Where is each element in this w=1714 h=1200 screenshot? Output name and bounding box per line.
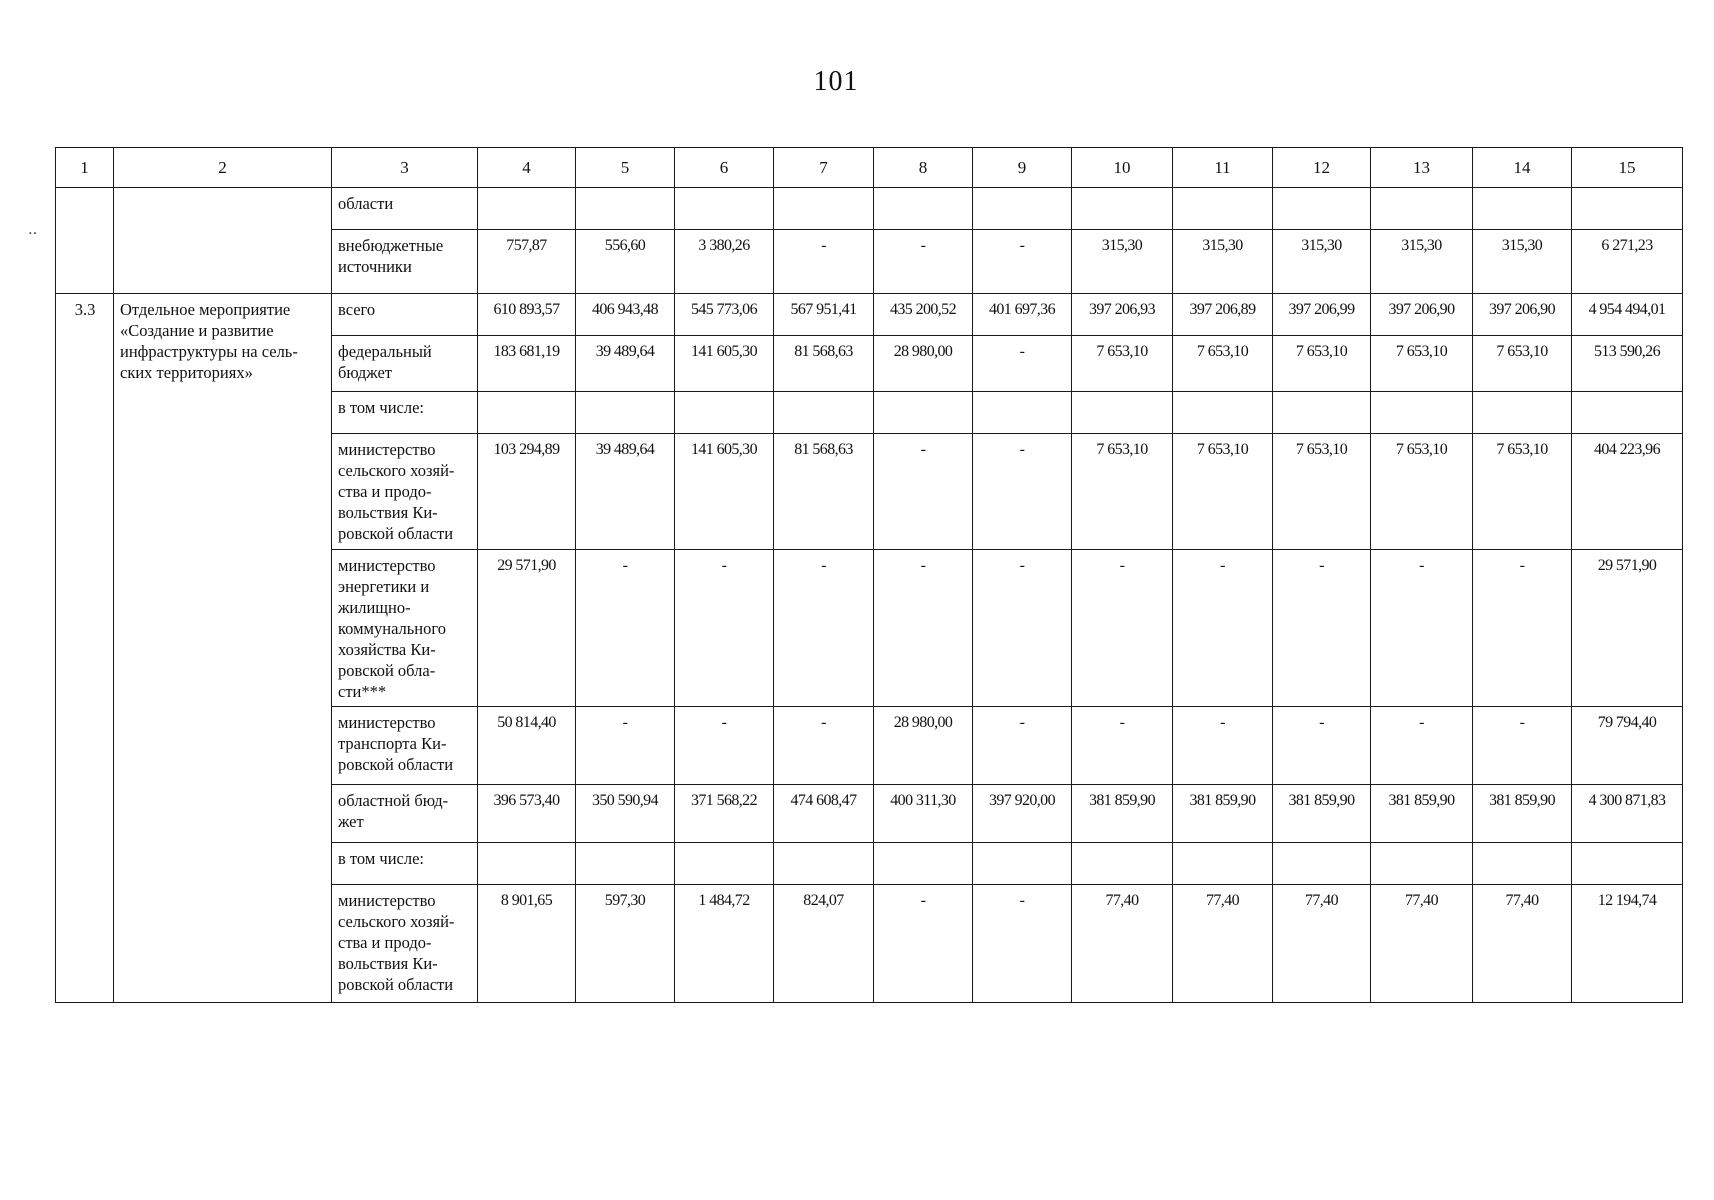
header-row (56, 148, 1683, 188)
value-cell (478, 188, 576, 230)
column-header: 2 (114, 148, 332, 188)
value-cell: 183 681,19 (478, 336, 576, 392)
value-cell: 81 568,63 (774, 434, 874, 550)
value-cell: 610 893,57 (478, 294, 576, 336)
value-cell: 4 300 871,83 (1572, 785, 1683, 843)
row-label: федеральный бюджет (332, 336, 478, 392)
value-cell: 315,30 (1173, 230, 1273, 294)
value-cell (1273, 188, 1371, 230)
value-cell (675, 392, 774, 434)
value-cell: 28 980,00 (874, 707, 973, 785)
column-header: 4 (478, 148, 576, 188)
value-cell: 545 773,06 (675, 294, 774, 336)
value-cell (973, 188, 1072, 230)
value-cell: - (774, 707, 874, 785)
value-cell: 397 206,93 (1072, 294, 1173, 336)
value-cell: 757,87 (478, 230, 576, 294)
table-body (56, 188, 1683, 1003)
column-header: 13 (1371, 148, 1473, 188)
value-cell: 381 859,90 (1273, 785, 1371, 843)
value-cell (973, 843, 1072, 885)
value-cell: - (1072, 550, 1173, 707)
value-cell: 7 653,10 (1371, 434, 1473, 550)
value-cell: - (675, 550, 774, 707)
value-cell (576, 392, 675, 434)
value-cell: 77,40 (1173, 885, 1273, 1003)
page-number: 101 (813, 66, 859, 97)
value-cell: 435 200,52 (874, 294, 973, 336)
value-cell: 567 951,41 (774, 294, 874, 336)
value-cell: 3 380,26 (675, 230, 774, 294)
value-cell: 81 568,63 (774, 336, 874, 392)
value-cell: - (874, 434, 973, 550)
value-cell (1473, 392, 1572, 434)
value-cell (1572, 392, 1683, 434)
value-cell: - (774, 230, 874, 294)
value-cell: - (973, 230, 1072, 294)
value-cell (774, 392, 874, 434)
value-cell: - (973, 434, 1072, 550)
value-cell: - (1173, 707, 1273, 785)
value-cell: - (675, 707, 774, 785)
column-header: 15 (1572, 148, 1683, 188)
value-cell: 28 980,00 (874, 336, 973, 392)
item-name-cell-continued (114, 188, 332, 294)
value-cell: 381 859,90 (1473, 785, 1572, 843)
value-cell: 7 653,10 (1371, 336, 1473, 392)
value-cell (774, 188, 874, 230)
value-cell: 50 814,40 (478, 707, 576, 785)
item-code: 3.3 (56, 294, 114, 1003)
value-cell: 824,07 (774, 885, 874, 1003)
column-header: 3 (332, 148, 478, 188)
value-cell: - (973, 550, 1072, 707)
value-cell: 7 653,10 (1072, 336, 1173, 392)
value-cell (1371, 188, 1473, 230)
value-cell: 597,30 (576, 885, 675, 1003)
value-cell (576, 188, 675, 230)
value-cell (1572, 843, 1683, 885)
table-header (56, 148, 1683, 188)
value-cell: 141 605,30 (675, 336, 774, 392)
value-cell: 141 605,30 (675, 434, 774, 550)
column-header: 1 (56, 148, 114, 188)
value-cell: 7 653,10 (1273, 434, 1371, 550)
row-label: министерство энергетики и жилищно-коммунального хозяйства Ки-ровской обла-сти*** (332, 550, 478, 707)
column-header: 14 (1473, 148, 1572, 188)
value-cell: 513 590,26 (1572, 336, 1683, 392)
value-cell: - (1273, 550, 1371, 707)
value-cell: - (973, 885, 1072, 1003)
value-cell: - (1473, 550, 1572, 707)
row-label: министерство транспорта Ки-ровской области (332, 707, 478, 785)
value-cell: 381 859,90 (1371, 785, 1473, 843)
column-header: 9 (973, 148, 1072, 188)
value-cell: 7 653,10 (1173, 434, 1273, 550)
value-cell: 397 920,00 (973, 785, 1072, 843)
row-label: министерство сельского хозяй-ства и продо-вольствия Ки-ровской области (332, 434, 478, 550)
value-cell (1371, 843, 1473, 885)
value-cell: - (1273, 707, 1371, 785)
value-cell: - (874, 885, 973, 1003)
value-cell: 7 653,10 (1072, 434, 1173, 550)
value-cell: 77,40 (1072, 885, 1173, 1003)
value-cell (1173, 392, 1273, 434)
value-cell (1072, 188, 1173, 230)
table-row (56, 188, 1683, 230)
budget-table (55, 147, 1683, 1003)
column-header: 12 (1273, 148, 1371, 188)
value-cell: 371 568,22 (675, 785, 774, 843)
value-cell: - (1072, 707, 1173, 785)
column-header: 6 (675, 148, 774, 188)
value-cell: 397 206,89 (1173, 294, 1273, 336)
value-cell (874, 188, 973, 230)
value-cell: - (576, 707, 675, 785)
value-cell: 401 697,36 (973, 294, 1072, 336)
value-cell (1072, 843, 1173, 885)
value-cell (874, 392, 973, 434)
value-cell: - (1473, 707, 1572, 785)
value-cell: 381 859,90 (1072, 785, 1173, 843)
row-label: внебюджетные источники (332, 230, 478, 294)
value-cell: 315,30 (1371, 230, 1473, 294)
value-cell: - (774, 550, 874, 707)
value-cell (1473, 843, 1572, 885)
row-label: в том числе: (332, 843, 478, 885)
value-cell: - (576, 550, 675, 707)
value-cell: 397 206,90 (1371, 294, 1473, 336)
value-cell: - (973, 707, 1072, 785)
value-cell (1072, 392, 1173, 434)
value-cell (973, 392, 1072, 434)
value-cell: 7 653,10 (1473, 434, 1572, 550)
value-cell: - (874, 550, 973, 707)
value-cell: 315,30 (1072, 230, 1173, 294)
value-cell: 103 294,89 (478, 434, 576, 550)
value-cell: 79 794,40 (1572, 707, 1683, 785)
value-cell: 39 489,64 (576, 434, 675, 550)
value-cell: 315,30 (1473, 230, 1572, 294)
value-cell: - (1173, 550, 1273, 707)
value-cell (1273, 843, 1371, 885)
value-cell: 381 859,90 (1173, 785, 1273, 843)
column-header: 8 (874, 148, 973, 188)
value-cell: 474 608,47 (774, 785, 874, 843)
value-cell: 404 223,96 (1572, 434, 1683, 550)
row-label: области (332, 188, 478, 230)
value-cell: 6 271,23 (1572, 230, 1683, 294)
column-header: 11 (1173, 148, 1273, 188)
value-cell (1473, 188, 1572, 230)
value-cell: 7 653,10 (1473, 336, 1572, 392)
value-cell (774, 843, 874, 885)
value-cell: 77,40 (1273, 885, 1371, 1003)
value-cell (1371, 392, 1473, 434)
value-cell: 397 206,90 (1473, 294, 1572, 336)
value-cell: 397 206,99 (1273, 294, 1371, 336)
value-cell (1173, 188, 1273, 230)
value-cell: 396 573,40 (478, 785, 576, 843)
value-cell: 1 484,72 (675, 885, 774, 1003)
value-cell (1273, 392, 1371, 434)
table-row (56, 294, 1683, 336)
item-name: Отдельное мероприятие «Создание и развитие инфраструктуры на сель-ских территориях» (114, 294, 332, 1003)
row-label: министерство сельского хозяй-ства и продо-вольствия Ки-ровской области (332, 885, 478, 1003)
scan-artifact: ․․ (28, 223, 38, 238)
value-cell: 8 901,65 (478, 885, 576, 1003)
value-cell: - (1371, 550, 1473, 707)
value-cell: 7 653,10 (1273, 336, 1371, 392)
value-cell: 556,60 (576, 230, 675, 294)
row-label: всего (332, 294, 478, 336)
value-cell: 315,30 (1273, 230, 1371, 294)
value-cell: 77,40 (1371, 885, 1473, 1003)
value-cell: 39 489,64 (576, 336, 675, 392)
value-cell (874, 843, 973, 885)
row-label: в том числе: (332, 392, 478, 434)
value-cell (478, 843, 576, 885)
value-cell: 350 590,94 (576, 785, 675, 843)
value-cell (675, 843, 774, 885)
column-header: 10 (1072, 148, 1173, 188)
column-header: 7 (774, 148, 874, 188)
value-cell (1572, 188, 1683, 230)
column-header: 5 (576, 148, 675, 188)
value-cell: - (1371, 707, 1473, 785)
row-label: областной бюд-жет (332, 785, 478, 843)
value-cell: - (874, 230, 973, 294)
value-cell (576, 843, 675, 885)
value-cell: 12 194,74 (1572, 885, 1683, 1003)
value-cell (675, 188, 774, 230)
value-cell: 29 571,90 (478, 550, 576, 707)
value-cell: 7 653,10 (1173, 336, 1273, 392)
value-cell: 400 311,30 (874, 785, 973, 843)
value-cell (478, 392, 576, 434)
value-cell: 4 954 494,01 (1572, 294, 1683, 336)
value-cell (1173, 843, 1273, 885)
item-code-cell-continued (56, 188, 114, 294)
value-cell: 29 571,90 (1572, 550, 1683, 707)
value-cell: - (973, 336, 1072, 392)
value-cell: 77,40 (1473, 885, 1572, 1003)
value-cell: 406 943,48 (576, 294, 675, 336)
